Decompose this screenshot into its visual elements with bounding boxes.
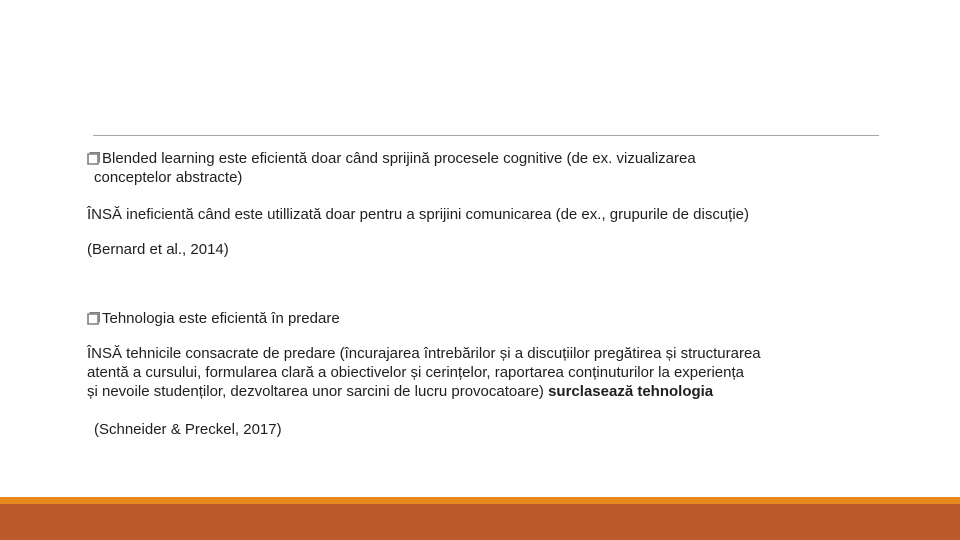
contrast1-text: ÎNSĂ ineficientă când este utillizată doar pentru a sprijini comunicarea (de ex., grupurile de discuție)	[87, 206, 750, 223]
footer-accent-stripe	[0, 497, 960, 504]
point2-block	[87, 309, 340, 328]
citation2-text: (Schneider & Preckel, 2017)	[94, 421, 282, 438]
point1-line	[87, 149, 696, 168]
contrast2-line3-plain: și nevoile studenților, dezvoltarea unor sarcini de lucru provocatoare)	[87, 383, 549, 400]
contrast2-line3	[87, 382, 761, 401]
checkbox-bullet-icon	[87, 312, 100, 325]
point2-line	[87, 309, 340, 328]
point1-text-cont: conceptelor abstracte)	[94, 169, 243, 186]
checkbox-bullet-icon	[87, 152, 100, 165]
footer-band	[0, 504, 960, 540]
contrast2-line2: atentă a cursului, formularea clară a obiectivelor și cerințelor, raportarea conținuturilor la experiența	[87, 364, 745, 381]
point1-text: Blended learning este eficientă doar când sprijină procesele cognitive (de ex. vizualizarea	[102, 150, 696, 167]
point2-text: Tehnologia este eficientă în predare	[102, 310, 340, 327]
contrast2-emphasis: surclasează tehnologia	[548, 383, 714, 400]
citation1-text: (Bernard et al., 2014)	[87, 241, 229, 258]
contrast2-block	[87, 344, 761, 401]
point1-block	[87, 149, 696, 187]
title-divider-rule	[93, 135, 879, 136]
contrast2-line1: ÎNSĂ tehnicile consacrate de predare (încurajarea întrebărilor și a discuțiilor pregătirea și structurarea	[87, 345, 761, 362]
